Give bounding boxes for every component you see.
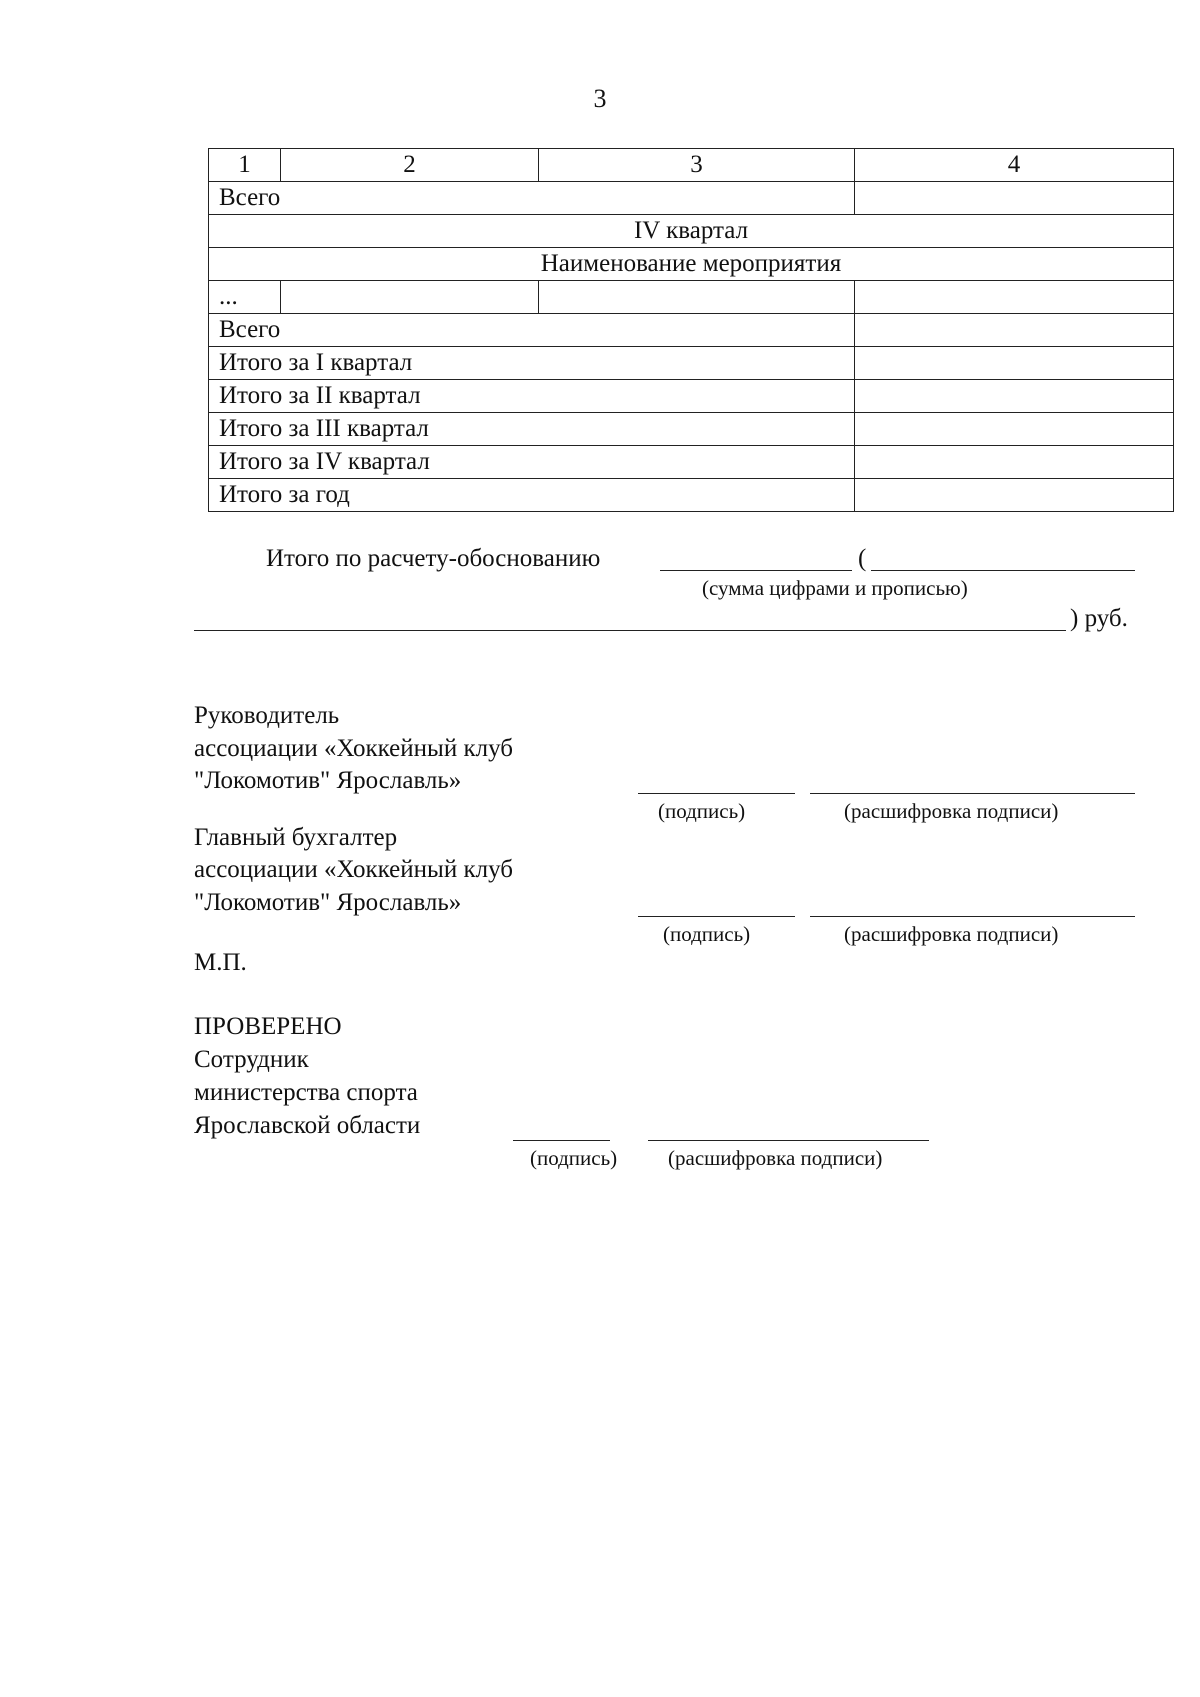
column-header: 4	[855, 149, 1174, 182]
accountant-title: Главный бухгалтер	[194, 824, 398, 851]
table-row	[209, 248, 1174, 281]
accountant-org-name: "Локомотив" Ярославль»	[194, 889, 462, 916]
section-subtitle: Наименование мероприятия	[209, 248, 1174, 281]
verified-ministry: министерства спорта	[194, 1079, 418, 1106]
summary-label: Итого за III квартал	[209, 413, 855, 446]
calculation-table	[208, 148, 1174, 512]
table-row	[209, 215, 1174, 248]
verified-sign-hint: (подпись)	[530, 1146, 618, 1170]
section-title: IV квартал	[209, 215, 1174, 248]
empty-cell	[539, 281, 855, 314]
verified-role: Сотрудник	[194, 1046, 309, 1073]
verified-title: ПРОВЕРЕНО	[194, 1013, 342, 1040]
amount-hint: (сумма цифрами и прописью)	[702, 576, 968, 600]
table-row	[209, 314, 1174, 347]
table-row	[209, 413, 1174, 446]
table-row	[209, 446, 1174, 479]
amount-digits-line	[660, 570, 852, 571]
summary-label: Итого за II квартал	[209, 380, 855, 413]
verified-signature-line	[513, 1140, 610, 1141]
total-value-cell	[855, 182, 1174, 215]
verified-signature-decode-line	[648, 1140, 929, 1141]
table-row	[209, 281, 1174, 314]
amount-words-continuation-line	[194, 630, 1066, 631]
head-title: Руководитель	[194, 702, 340, 729]
column-header: 1	[209, 149, 281, 182]
summary-label: Итого за I квартал	[209, 347, 855, 380]
head-signature-line	[638, 793, 795, 794]
head-org-name: "Локомотив" Ярославль»	[194, 767, 462, 794]
total-label: Всего	[209, 182, 855, 215]
summary-value-cell	[855, 413, 1174, 446]
accountant-org: ассоциации «Хоккейный клуб	[194, 856, 513, 883]
summary-value-cell	[855, 479, 1174, 512]
stamp-place: М.П.	[194, 949, 247, 976]
column-header: 3	[539, 149, 855, 182]
total-label: Итого по расчету-обоснованию	[266, 545, 601, 572]
table-header-row	[209, 149, 1174, 182]
summary-value-cell	[855, 380, 1174, 413]
verified-decode-hint: (расшифровка подписи)	[668, 1146, 883, 1170]
empty-cell	[281, 281, 539, 314]
head-org: ассоциации «Хоккейный клуб	[194, 735, 513, 762]
open-paren: (	[858, 545, 867, 572]
summary-label: Итого за год	[209, 479, 855, 512]
total-label: Всего	[209, 314, 855, 347]
summary-value-cell	[855, 347, 1174, 380]
currency-suffix: ) руб.	[1070, 605, 1128, 632]
accountant-signature-line	[638, 916, 795, 917]
column-header: 2	[281, 149, 539, 182]
summary-value-cell	[855, 446, 1174, 479]
table-row	[209, 182, 1174, 215]
accountant-decode-hint: (расшифровка подписи)	[844, 922, 1059, 946]
verified-region: Ярославской области	[194, 1112, 421, 1139]
accountant-sign-hint: (подпись)	[663, 922, 751, 946]
page-number: 3	[593, 84, 607, 113]
table-row	[209, 347, 1174, 380]
total-value-cell	[855, 314, 1174, 347]
table-row	[209, 380, 1174, 413]
table-row	[209, 479, 1174, 512]
ellipsis-cell: ...	[209, 281, 281, 314]
head-signature-decode-line	[810, 793, 1135, 794]
empty-cell	[855, 281, 1174, 314]
summary-label: Итого за IV квартал	[209, 446, 855, 479]
accountant-signature-decode-line	[810, 916, 1135, 917]
head-decode-hint: (расшифровка подписи)	[844, 799, 1059, 823]
head-sign-hint: (подпись)	[658, 799, 746, 823]
amount-words-line	[871, 570, 1135, 571]
